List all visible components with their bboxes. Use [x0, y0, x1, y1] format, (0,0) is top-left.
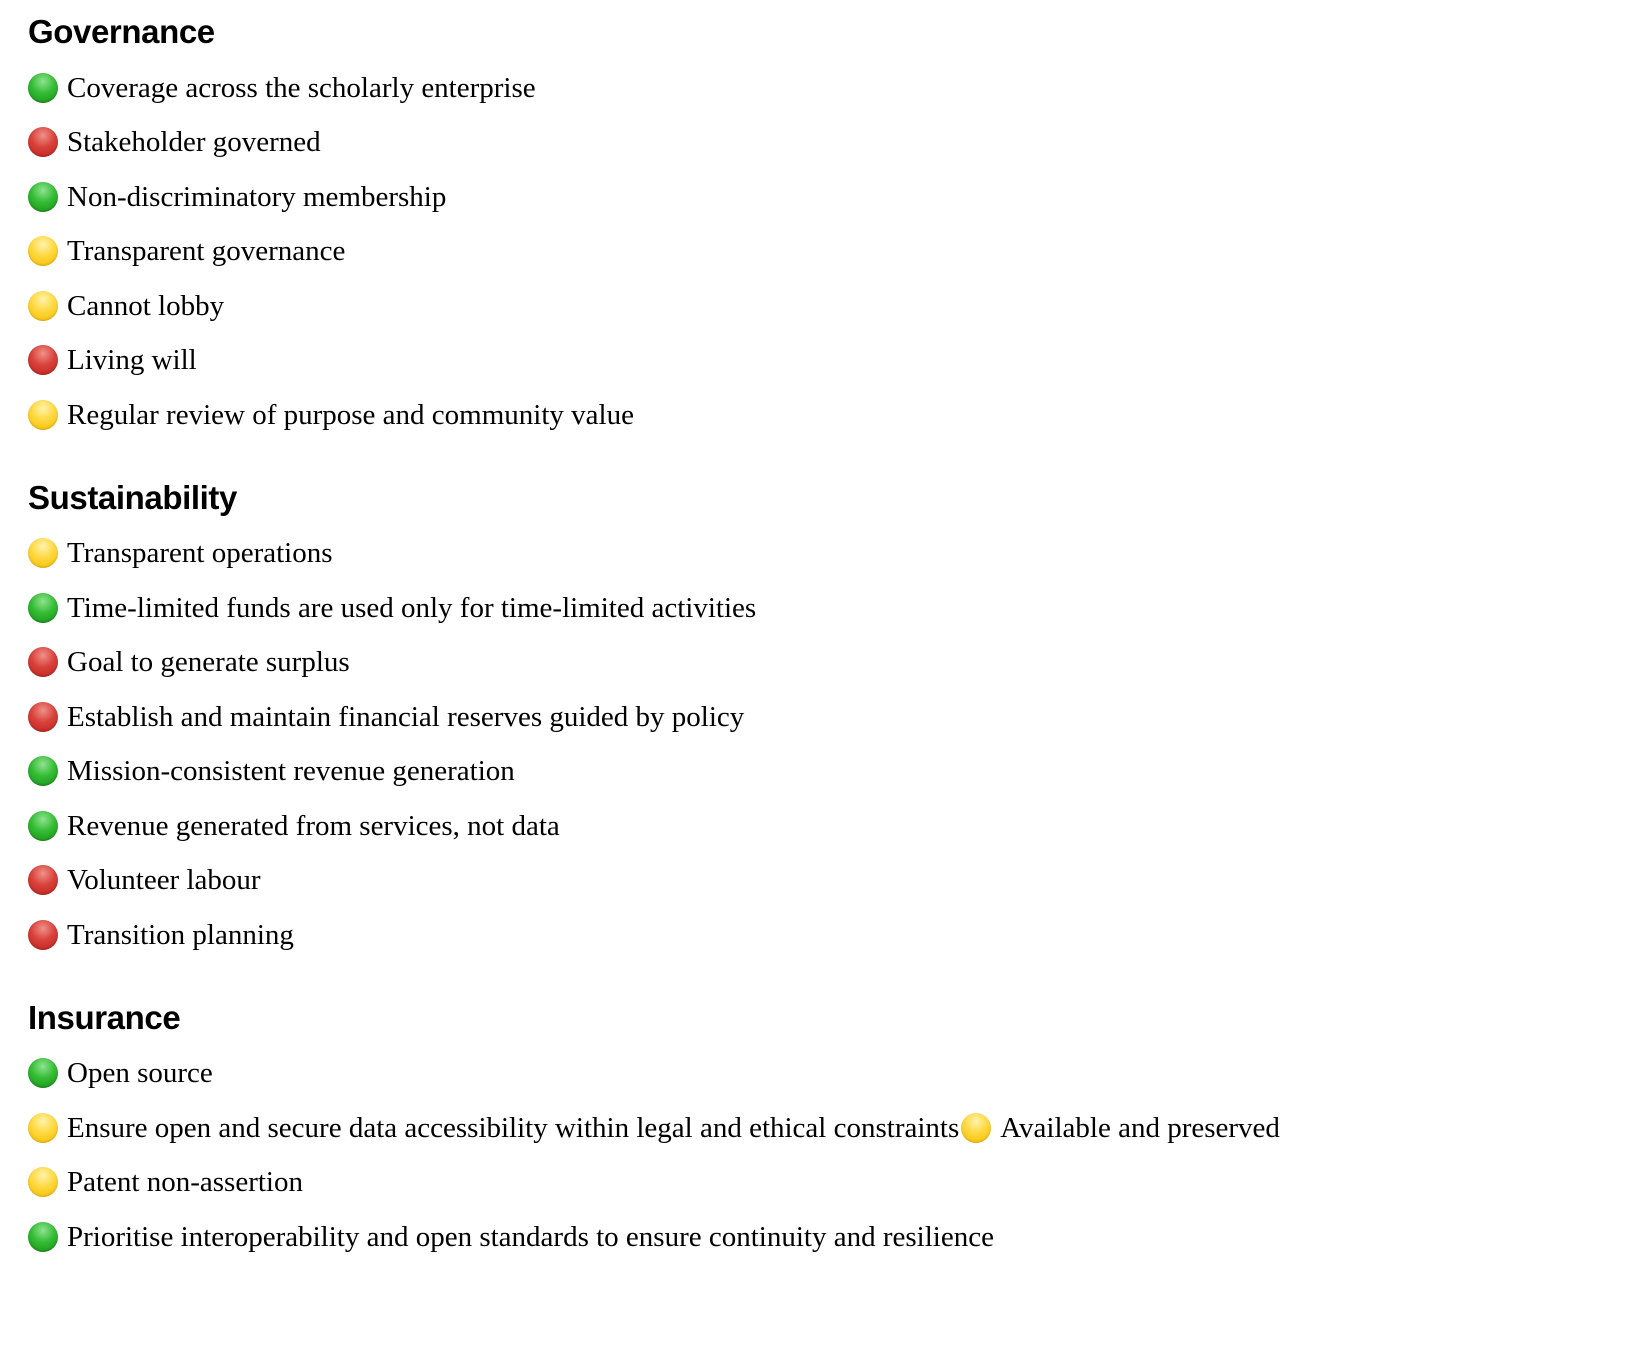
criterion-segment: [28, 72, 536, 104]
criterion-segment: [28, 399, 634, 431]
criterion-row: [28, 287, 1624, 325]
criterion-segment: [28, 181, 446, 213]
criterion-segment: [28, 290, 224, 322]
status-green-circle-icon: [28, 73, 58, 103]
criterion-label: Coverage across the scholarly enterprise: [67, 71, 536, 104]
status-green-circle-icon: [28, 756, 58, 786]
criterion-segment: [28, 701, 744, 733]
status-red-circle-icon: [28, 127, 58, 157]
criterion-label: Transparent operations: [67, 537, 333, 569]
status-yellow-circle-icon: [28, 236, 58, 266]
section-title: Insurance: [28, 998, 181, 1036]
criterion-label: Time-limited funds are used only for time-limited activities: [67, 591, 757, 624]
criterion-segment: [28, 1057, 213, 1089]
criterion-label: Regular review of purpose and community value: [67, 398, 634, 431]
criterion-row: [28, 698, 1624, 736]
criterion-label: Establish and maintain financial reserves guided by policy: [67, 700, 745, 733]
section-title: Sustainability: [28, 478, 237, 516]
status-red-circle-icon: [28, 865, 58, 895]
criterion-label: Ensure open and secure data accessibility within legal and ethical constraints: [67, 1111, 960, 1144]
criterion-row: [28, 807, 1624, 845]
status-red-circle-icon: [28, 920, 58, 950]
criterion-row: [28, 589, 1624, 627]
criterion-row: [28, 232, 1624, 270]
section-governance: [28, 12, 1624, 434]
criterion-label: Non-discriminatory membership: [67, 180, 447, 213]
criterion-segment: [28, 126, 321, 158]
criterion-segment: [28, 864, 261, 896]
status-green-circle-icon: [28, 593, 58, 623]
status-yellow-circle-icon: [28, 1167, 58, 1197]
criterion-row: [28, 123, 1624, 161]
criterion-label: Volunteer labour: [67, 864, 261, 896]
status-yellow-circle-icon: [961, 1113, 991, 1143]
status-green-circle-icon: [28, 811, 58, 841]
criterion-label: Available and preserved: [1000, 1111, 1280, 1144]
criterion-label: Cannot lobby: [67, 289, 225, 322]
criterion-row: [28, 396, 1624, 434]
criterion-row: [28, 178, 1624, 216]
criterion-label: Transparent governance: [67, 235, 346, 267]
section-insurance: [28, 998, 1624, 1256]
criterion-row: [28, 1163, 1624, 1201]
status-yellow-circle-icon: [28, 400, 58, 430]
criterion-label: Patent non-assertion: [67, 1166, 303, 1198]
criterion-row: [28, 534, 1624, 572]
criterion-label: Mission-consistent revenue generation: [67, 755, 515, 787]
criterion-label: Open source: [67, 1057, 213, 1089]
criterion-row: [28, 643, 1624, 681]
criterion-segment: [28, 1112, 959, 1144]
criterion-segment: [28, 537, 333, 569]
criterion-segment: [959, 1112, 1280, 1144]
criterion-row: [28, 1218, 1624, 1256]
criterion-label: Stakeholder governed: [67, 126, 321, 158]
status-yellow-circle-icon: [28, 538, 58, 568]
criterion-segment: [28, 919, 294, 951]
criterion-segment: [28, 1221, 994, 1253]
criterion-segment: [28, 235, 345, 267]
criterion-row: [28, 1054, 1624, 1092]
status-green-circle-icon: [28, 1222, 58, 1252]
criterion-row: [28, 861, 1624, 899]
criterion-label: Prioritise interoperability and open standards to ensure continuity and resilience: [67, 1220, 994, 1253]
criterion-segment: [28, 755, 515, 787]
status-yellow-circle-icon: [28, 1113, 58, 1143]
criterion-row: [28, 916, 1624, 954]
status-red-circle-icon: [28, 647, 58, 677]
criterion-segment: [28, 810, 560, 842]
status-green-circle-icon: [28, 182, 58, 212]
criterion-label: Goal to generate surplus: [67, 646, 350, 678]
criterion-segment: [28, 1166, 303, 1198]
section-title: Governance: [28, 13, 215, 50]
criterion-label: Revenue generated from services, not data: [67, 809, 560, 842]
status-green-circle-icon: [28, 1058, 58, 1088]
criterion-row: [28, 69, 1624, 107]
criterion-label: Transition planning: [67, 918, 294, 951]
section-sustainability: [28, 478, 1624, 954]
criterion-row: [28, 341, 1624, 379]
criterion-segment: [28, 592, 756, 624]
status-yellow-circle-icon: [28, 291, 58, 321]
status-red-circle-icon: [28, 345, 58, 375]
criterion-row: [28, 752, 1624, 790]
criterion-segment: [28, 344, 197, 376]
status-red-circle-icon: [28, 702, 58, 732]
criterion-row: [28, 1109, 1624, 1147]
criterion-segment: [28, 646, 350, 678]
criterion-label: Living will: [67, 344, 197, 376]
